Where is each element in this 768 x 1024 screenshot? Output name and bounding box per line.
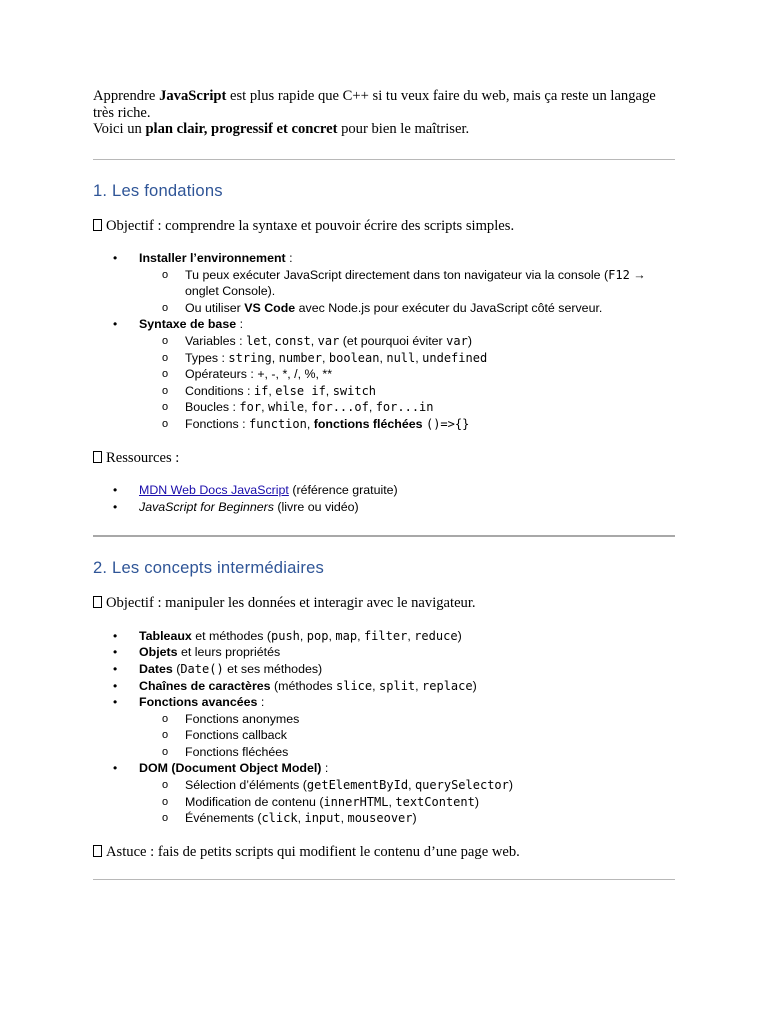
missing-glyph-icon <box>93 451 102 463</box>
list-item: o Ou utiliser VS Code avec Node.js pour exécuter du JavaScript côté serveur. <box>139 300 675 317</box>
list-item: • Tableaux et méthodes (push, pop, map, filter, reduce) <box>93 628 675 645</box>
list-item: • MDN Web Docs JavaScript (référence gratuite) <box>93 482 675 499</box>
list-item: • Fonctions avancées : o Fonctions anonymes o Fonctions callback o Fonctions fléchées <box>93 694 675 760</box>
list-item: • Syntaxe de base : o Variables : let, const, var (et pourquoi éviter var) o Types : string, number, boolean, null, undefined o Opérateurs : +, -, *, /, %, ** o Conditions : if, else if, switch o Boucles : for, while, for...of, for...in o Fonctions : function, fonctions fléchées ()=>{} <box>93 316 675 432</box>
mdn-link[interactable]: MDN Web Docs JavaScript <box>139 483 289 498</box>
list-item: o Fonctions : function, fonctions fléchées ()=>{} <box>139 416 675 433</box>
section-2-list <box>93 628 675 827</box>
divider <box>93 535 675 537</box>
intro-paragraph-1: Apprendre JavaScript est plus rapide que C++ si tu veux faire du web, mais ça reste un langage très riche. <box>93 88 656 121</box>
list-item: o Boucles : for, while, for...of, for...in <box>139 399 675 416</box>
list-item: o Fonctions fléchées <box>139 744 675 761</box>
list-item: • Dates (Date() et ses méthodes) <box>93 661 675 678</box>
section-1-list <box>93 250 675 433</box>
list-item: o Modification de contenu (innerHTML, textContent) <box>139 794 675 811</box>
tip-paragraph: Astuce : fais de petits scripts qui modifient le contenu d’une page web. <box>93 844 675 861</box>
missing-glyph-icon <box>93 845 102 857</box>
divider <box>93 159 675 160</box>
intro-paragraph-2: Voici un plan clair, progressif et concret pour bien le maîtriser. <box>93 121 470 137</box>
list-item: o Fonctions anonymes <box>139 711 675 728</box>
resources-heading: Ressources : <box>93 450 675 467</box>
document-page <box>93 88 675 880</box>
list-item: o Conditions : if, else if, switch <box>139 383 675 400</box>
section-2-objective: Objectif : manipuler les données et interagir avec le navigateur. <box>93 595 675 612</box>
list-item: o Événements (click, input, mouseover) <box>139 810 675 827</box>
list-item: • Objets et leurs propriétés <box>93 644 675 661</box>
list-item: • Installer l’environnement : o Tu peux exécuter JavaScript directement dans ton navigateur via la console (F12 → onglet Console). o Ou utiliser VS Code avec Node.js pour exécuter du JavaScript côté serveur. <box>93 250 675 316</box>
section-2-heading: 2. Les concepts intermédiaires <box>93 558 325 578</box>
list-item: o Tu peux exécuter JavaScript directement dans ton navigateur via la console (F12 → onglet Console). <box>139 267 675 300</box>
list-item: o Types : string, number, boolean, null, undefined <box>139 350 675 367</box>
list-item: o Fonctions callback <box>139 727 675 744</box>
list-item: o Variables : let, const, var (et pourquoi éviter var) <box>139 333 675 350</box>
divider <box>93 879 675 880</box>
missing-glyph-icon <box>93 596 102 608</box>
missing-glyph-icon <box>93 219 102 231</box>
list-item: o Opérateurs : +, -, *, /, %, ** <box>139 366 675 383</box>
section-1-objective: Objectif : comprendre la syntaxe et pouvoir écrire des scripts simples. <box>93 218 675 235</box>
resources-list <box>93 482 675 515</box>
list-item: • JavaScript for Beginners (livre ou vidéo) <box>93 499 675 516</box>
section-1-heading: 1. Les fondations <box>93 180 223 200</box>
list-item: • Chaînes de caractères (méthodes slice, split, replace) <box>93 678 675 695</box>
list-item: o Sélection d’éléments (getElementById, querySelector) <box>139 777 675 794</box>
list-item: • DOM (Document Object Model) : o Sélection d’éléments (getElementById, querySelector) o Modification de contenu (innerHTML, textContent) o Événements (click, input, mouseover) <box>93 760 675 826</box>
